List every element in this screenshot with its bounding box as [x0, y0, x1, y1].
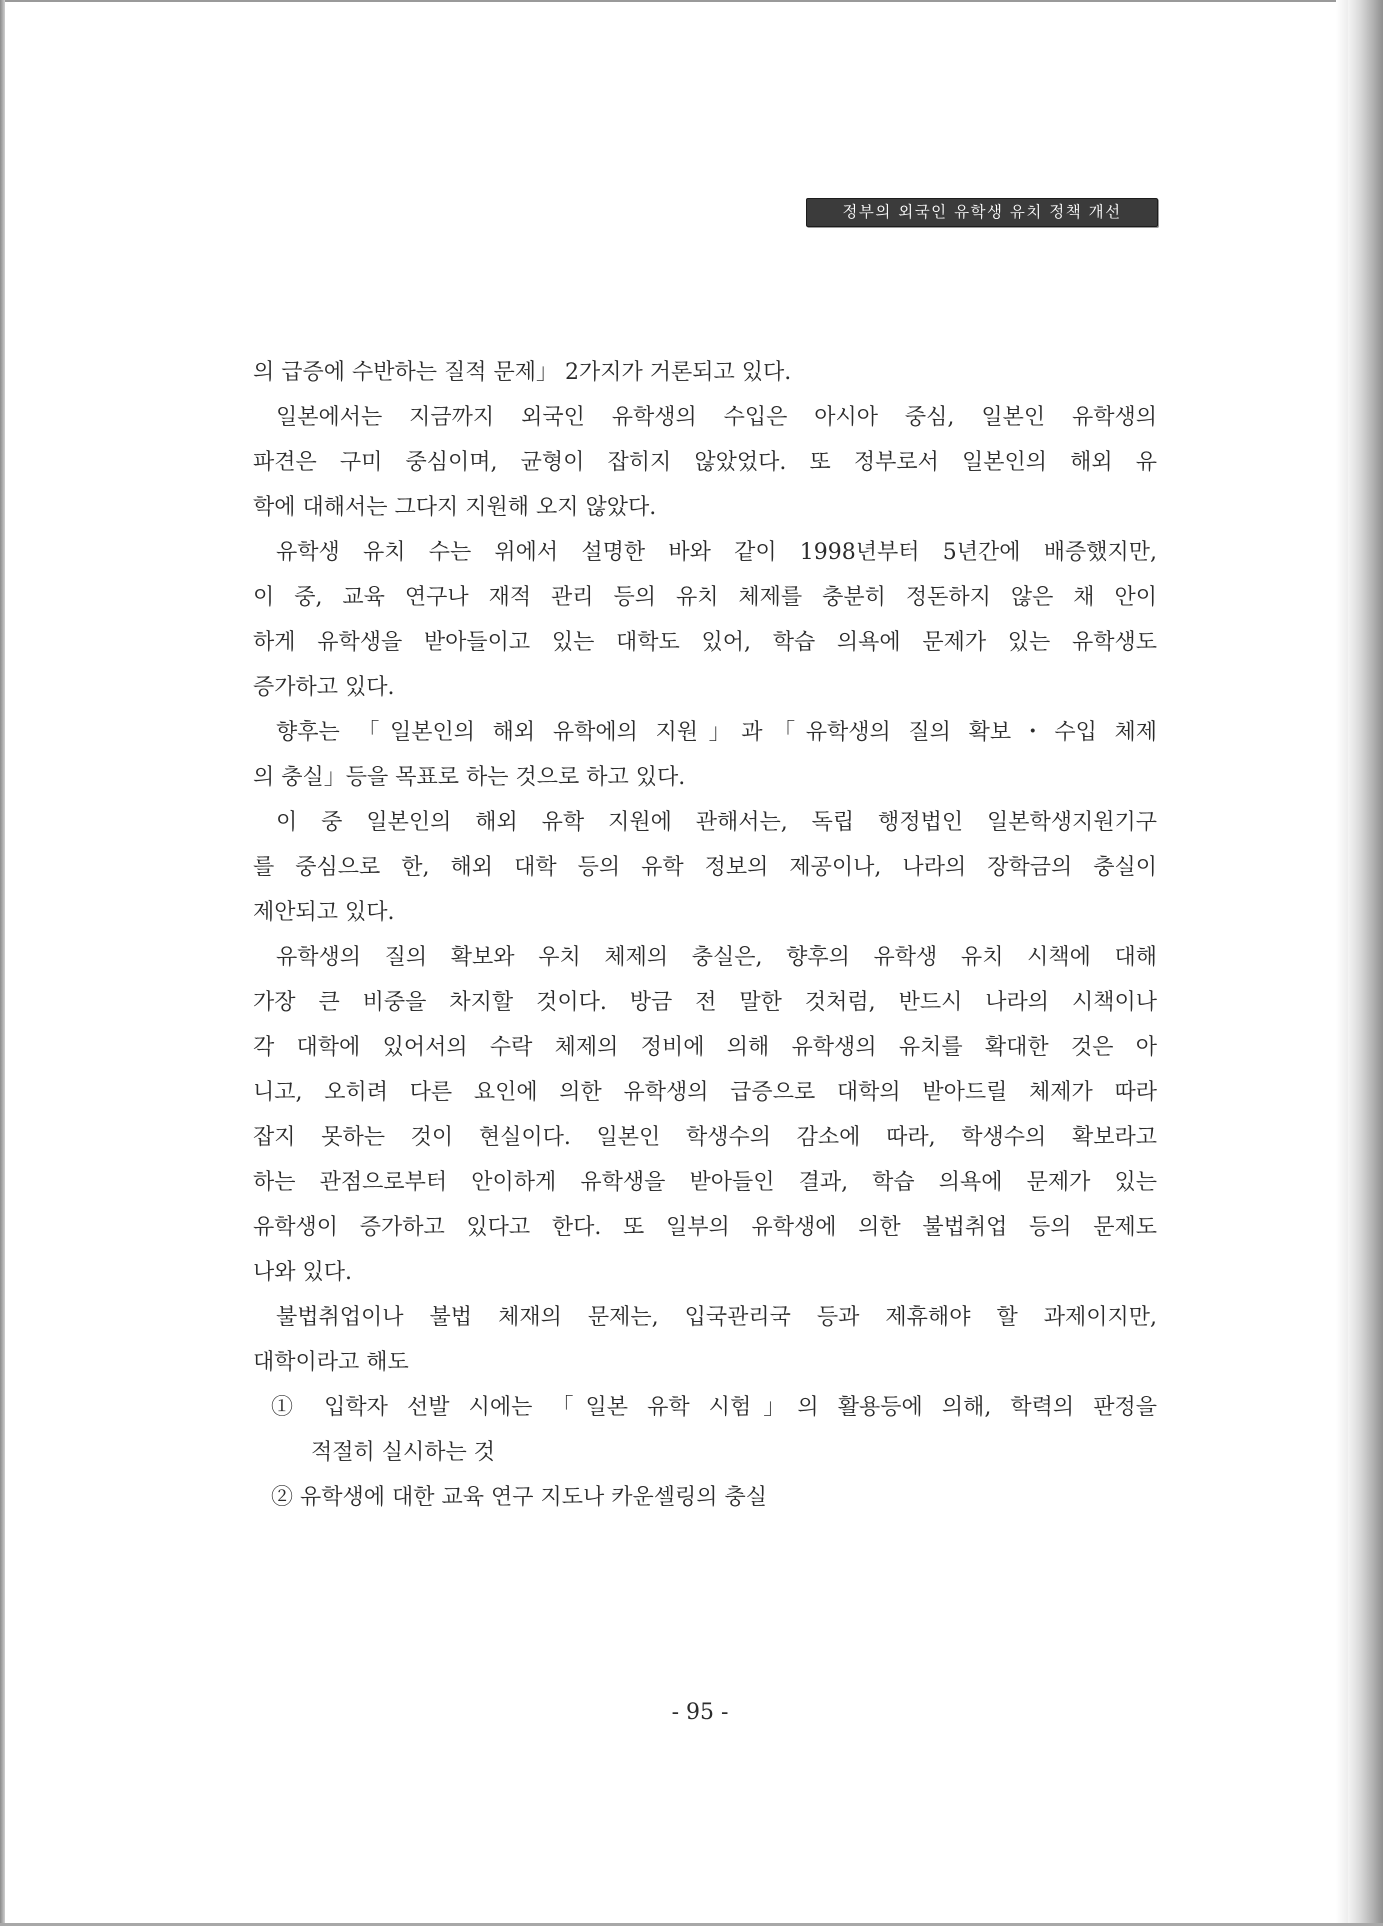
text-line: 나와 있다. [253, 1260, 352, 1285]
page-top-edge [0, 0, 1383, 2]
running-header: 정부의 외국인 유학생 유치 정책 개선 [806, 198, 1158, 227]
text-line: 대학이라고 해도 [253, 1350, 409, 1375]
list-item: ① 입학자 선발 시에는 「일본 유학 시험」의 활용등에 의해, 학력의 판정을 [271, 1395, 1157, 1420]
body-text [253, 350, 1157, 1520]
text-line: 일본에서는 지금까지 외국인 유학생의 수입은 아시아 중심, 일본인 유학생의 [276, 405, 1157, 430]
text-line: 불법취업이나 불법 체재의 문제는, 입국관리국 등과 제휴해야 할 과제이지만, [276, 1305, 1157, 1330]
text-line: 이 중 일본인의 해외 유학 지원에 관해서는, 독립 행정법인 일본학생지원기구 [276, 810, 1157, 835]
list-item-continuation: 적절히 실시하는 것 [311, 1440, 496, 1465]
text-line: 각 대학에 있어서의 수락 체제의 정비에 의해 유학생의 유치를 확대한 것은 아 [253, 1035, 1157, 1060]
text-line: 제안되고 있다. [253, 900, 395, 925]
text-line: 를 중심으로 한, 해외 대학 등의 유학 정보의 제공이나, 나라의 장학금의 충실이 [253, 855, 1157, 880]
page-number: - 95 - [671, 1700, 729, 1725]
text-line: 이 중, 교육 연구나 재적 관리 등의 유치 체제를 충분히 정돈하지 않은 채 안이 [253, 585, 1157, 610]
text-line: 의 급증에 수반하는 질적 문제」 2가지가 거론되고 있다. [253, 360, 792, 385]
list-item: ② 유학생에 대한 교육 연구 지도나 카운셀링의 충실 [271, 1485, 767, 1510]
page-curl-highlight [1336, 0, 1348, 1926]
page-curl-shadow [1348, 0, 1383, 1926]
text-line: 향후는 「일본인의 해외 유학에의 지원」과「유학생의 질의 확보・수입 체제 [276, 720, 1157, 745]
text-line: 의 충실」등을 목표로 하는 것으로 하고 있다. [253, 765, 686, 790]
text-line: 유학생 유치 수는 위에서 설명한 바와 같이 1998년부터 5년간에 배증했지만, [276, 540, 1157, 565]
text-line: 가장 큰 비중을 차지할 것이다. 방금 전 말한 것처럼, 반드시 나라의 시책이나 [253, 990, 1157, 1015]
text-line: 하게 유학생을 받아들이고 있는 대학도 있어, 학습 의욕에 문제가 있는 유학생도 [253, 630, 1157, 655]
text-line: 파견은 구미 중심이며, 균형이 잡히지 않았었다. 또 정부로서 일본인의 해외 유 [253, 450, 1157, 475]
text-line: 하는 관점으로부터 안이하게 유학생을 받아들인 결과, 학습 의욕에 문제가 있는 [253, 1170, 1157, 1195]
text-line: 학에 대해서는 그다지 지원해 오지 않았다. [253, 495, 657, 520]
text-line: 잡지 못하는 것이 현실이다. 일본인 학생수의 감소에 따라, 학생수의 확보라고 [253, 1125, 1157, 1150]
page-binding-edge [0, 0, 5, 1926]
text-line: 증가하고 있다. [253, 675, 395, 700]
text-line: 유학생의 질의 확보와 우치 체제의 충실은, 향후의 유학생 유치 시책에 대해 [276, 945, 1157, 970]
text-line: 유학생이 증가하고 있다고 한다. 또 일부의 유학생에 의한 불법취업 등의 문제도 [253, 1215, 1157, 1240]
text-line: 니고, 오히려 다른 요인에 의한 유학생의 급증으로 대학의 받아드릴 체제가 따라 [253, 1080, 1157, 1105]
